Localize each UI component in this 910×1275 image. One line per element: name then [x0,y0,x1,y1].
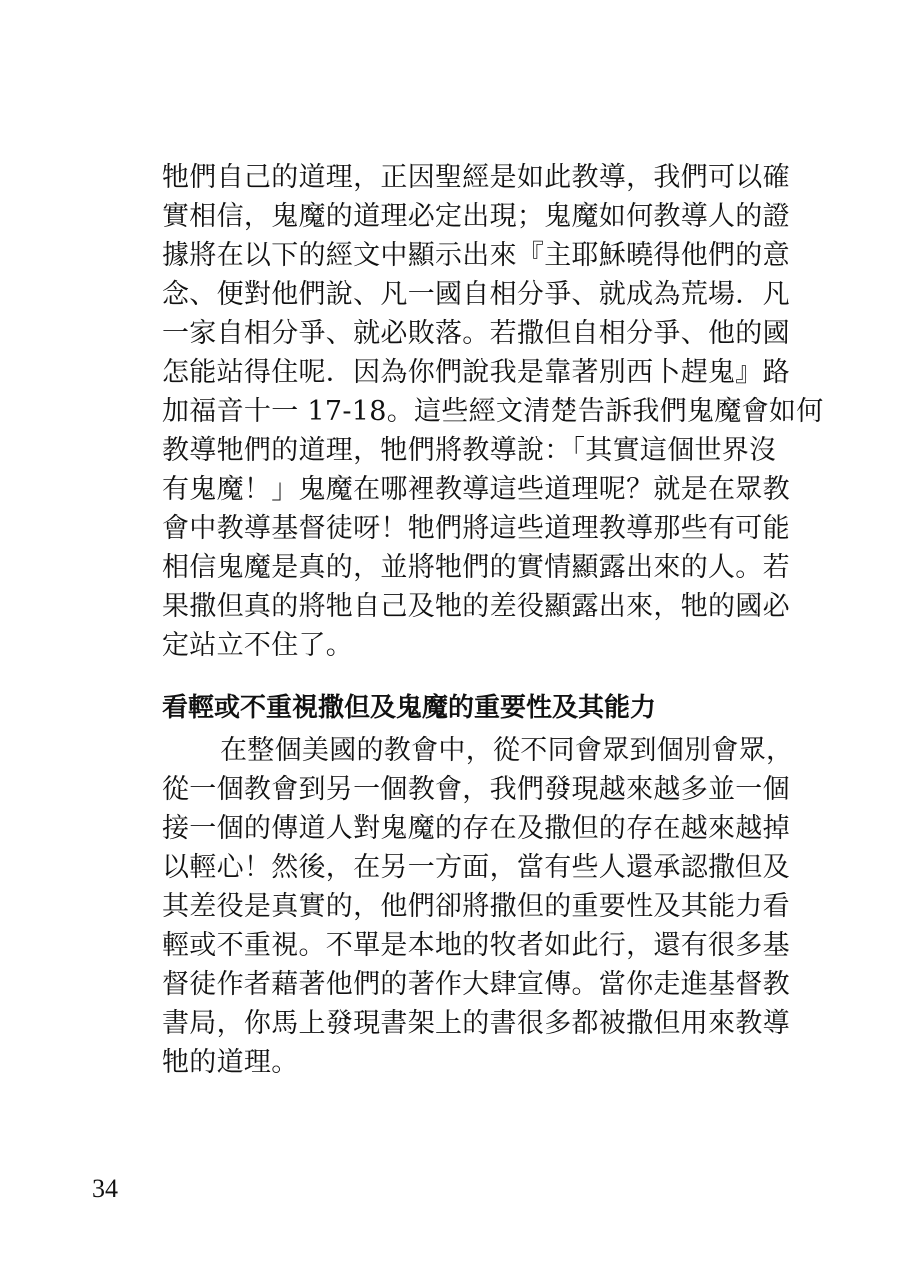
paragraph-line: 牠的道理。 [162,1047,299,1078]
paragraph-line: 在整個美國的教會中，從不同會眾到個別會眾， [220,735,794,766]
paragraph-line: 念、便對他們說、凡一國自相分爭、就成為荒場．凡 [162,279,790,310]
paragraph-line: 實相信，鬼魔的道理必定出現；鬼魔如何教導人的證 [162,201,790,232]
paragraph-line: 怎能站得住呢．因為你們說我是靠著別西卜趕鬼』路 [162,357,790,388]
paragraph-line: 相信鬼魔是真的，並將牠們的實情顯露出來的人。若 [162,552,790,583]
paragraph-line: 牠們自己的道理，正因聖經是如此教導，我們可以確 [162,162,790,193]
paragraph-line: 據將在以下的經文中顯示出來『主耶穌曉得他們的意 [162,240,790,271]
paragraph-line: 一家自相分爭、就必敗落。若撒但自相分爭、他的國 [162,318,790,349]
paragraph-line: 會中教導基督徒呀！牠們將這些道理教導那些有可能 [162,513,790,544]
body-paragraph-2 [162,731,794,1082]
paragraph-line: 其差役是真實的，他們卻將撒但的重要性及其能力看 [162,891,790,922]
paragraph-line: 有鬼魔！」鬼魔在哪裡教導這些道理呢？就是在眾教 [162,474,790,505]
page-number: 34 [92,1174,118,1203]
paragraph-line: 定站立不住了。 [162,630,354,661]
paragraph-line: 教導牠們的道理，牠們將教導說：「其實這個世界沒 [162,435,777,466]
paragraph-line: 從一個教會到另一個教會，我們發現越來越多並一個 [162,774,790,805]
paragraph-line: 督徒作者藉著他們的著作大肆宣傳。當你走進基督教 [162,969,790,1000]
section-heading: 看輕或不重視撒但及鬼魔的重要性及其能力 [162,693,657,723]
paragraph-line: 接一個的傳道人對鬼魔的存在及撒但的存在越來越掉 [162,813,790,844]
paragraph-line: 以輕心！然後，在另一方面，當有些人還承認撒但及 [162,852,790,883]
paragraph-line: 輕或不重視。不單是本地的牧者如此行，還有很多基 [162,930,790,961]
body-paragraph-1 [162,158,824,665]
paragraph-line: 果撒但真的將牠自己及牠的差役顯露出來，牠的國必 [162,591,790,622]
paragraph-line: 加福音十一 17-18。這些經文清楚告訴我們鬼魔會如何 [162,396,824,427]
paragraph-line: 書局，你馬上發現書架上的書很多都被撒但用來教導 [162,1008,790,1039]
